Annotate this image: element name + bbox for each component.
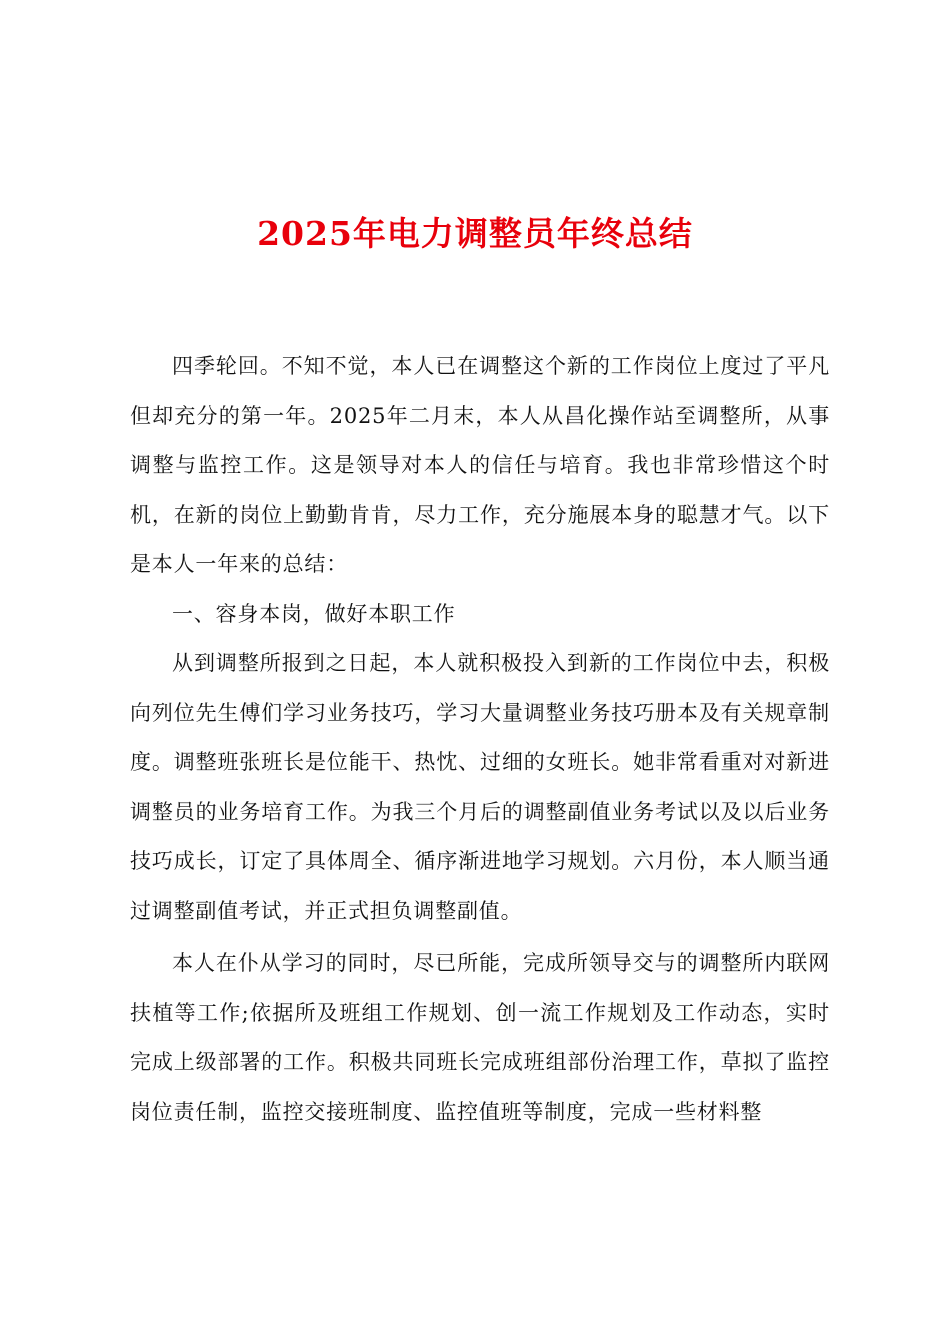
- document-title: 2025年电力调整员年终总结: [257, 214, 693, 253]
- paragraph-intro: 四季轮回。不知不觉，本人已在调整这个新的工作岗位上度过了平凡但却充分的第一年。2025年二月末，本人从昌化操作站至调整所，从事调整与监控工作。这是领导对本人的信任与培育。我也非常珍惜这个时机，在新的岗位上勤勤肯肯，尽力工作，充分施展本身的聪慧才气。以下是本人一年来的总结：: [130, 354, 830, 576]
- paragraph-study: 从到调整所报到之日起，本人就积极投入到新的工作岗位中去，积极向列位先生傅们学习业务技巧，学习大量调整业务技巧册本及有关规章制度。调整班张班长是位能干、热忱、过细的女班长。她非常看重对对新进调整员的业务培育工作。为我三个月后的调整副值业务考试以及以后业务技巧成长，订定了具体周全、循序渐进地学习规划。六月份，本人顺当通过调整副值考试，并正式担负调整副值。: [130, 651, 830, 923]
- section-heading-1: 一、容身本岗，做好本职工作: [172, 601, 456, 626]
- document-body: [130, 342, 830, 1137]
- paragraph-work: 本人在仆从学习的同时，尽已所能，完成所领导交与的调整所内联网扶植等工作;依据所及班组工作规划、创一流工作规划及工作动态，实时完成上级部署的工作。积极共同班长完成班组部份治理工作，草拟了监控岗位责任制，监控交接班制度、监控值班等制度，完成一些材料整: [130, 951, 830, 1124]
